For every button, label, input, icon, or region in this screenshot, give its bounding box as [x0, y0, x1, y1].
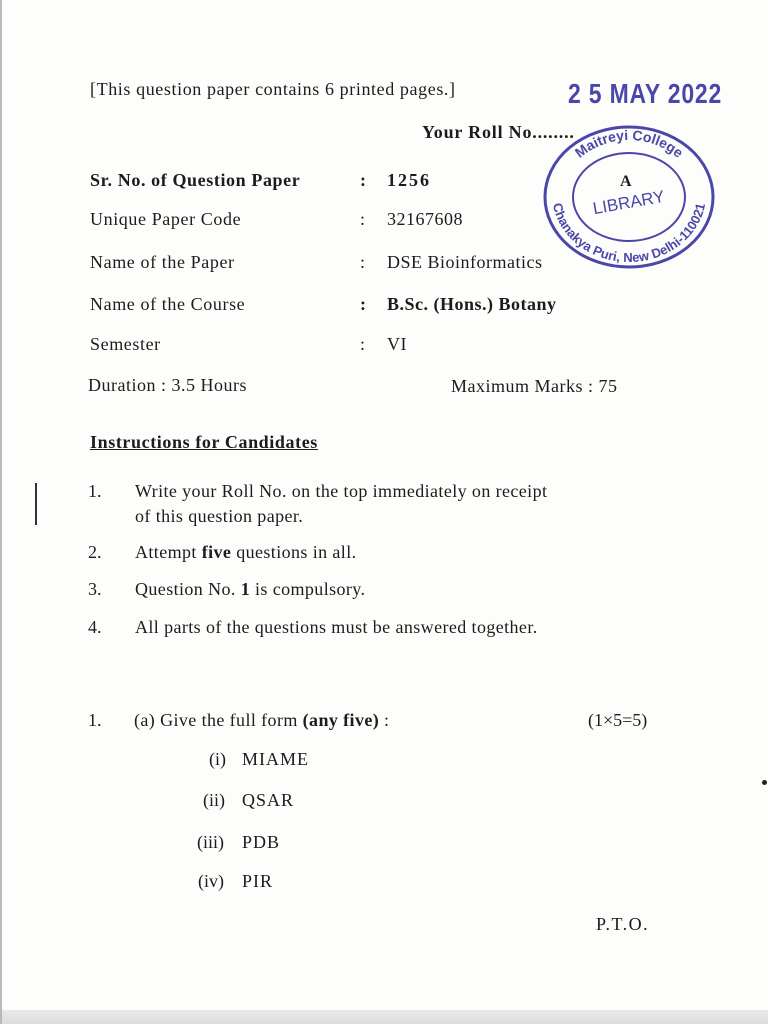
instruction-text-part: Attempt	[135, 542, 202, 562]
detail-value-course-name: B.Sc. (Hons.) Botany	[387, 294, 557, 314]
margin-mark	[35, 483, 37, 525]
question-colon: :	[379, 710, 390, 730]
instruction-text: Write your Roll No. on the top immediately on receipt	[135, 481, 548, 501]
question-emphasis: (any five)	[302, 710, 380, 730]
roll-number-label: Your Roll No........	[422, 122, 575, 142]
instructions-heading: Instructions for Candidates	[90, 432, 318, 452]
stamp-bottom-text: Chanakya Puri, New Delhi-110021	[549, 201, 709, 266]
instruction-text: All parts of the questions must be answered together.	[135, 617, 538, 637]
printed-pages-note: [This question paper contains 6 printed pages.]	[90, 79, 456, 99]
instruction-text	[135, 579, 365, 600]
instruction-number: 2.	[88, 542, 102, 562]
instruction-text-part: questions in all.	[231, 542, 357, 562]
question-text	[134, 710, 389, 731]
detail-colon: :	[360, 294, 366, 314]
detail-value-semester: VI	[387, 334, 407, 354]
detail-colon: :	[360, 252, 366, 272]
option-text: PDB	[242, 832, 281, 852]
option-number: (i)	[209, 749, 226, 769]
instruction-number: 4.	[88, 617, 102, 637]
option-number: (iii)	[197, 832, 224, 852]
detail-label-sr-no: Sr. No. of Question Paper	[90, 170, 301, 190]
option-text: PIR	[242, 871, 274, 891]
instruction-text-continued: of this question paper.	[135, 506, 304, 526]
instruction-number: 1.	[88, 481, 102, 501]
detail-value-paper-code: 32167608	[387, 209, 463, 229]
option-text: MIAME	[242, 749, 309, 769]
stamp-letter: A	[620, 173, 632, 190]
option-text: QSAR	[242, 790, 295, 810]
date-stamp: 2 5 MAY 2022	[568, 78, 723, 109]
detail-colon: :	[360, 170, 366, 190]
detail-value-sr-no: 1256	[387, 170, 431, 190]
instruction-emphasis: five	[201, 542, 232, 562]
option-number: (ii)	[203, 790, 225, 810]
maximum-marks: Maximum Marks : 75	[451, 376, 618, 396]
detail-label-course-name: Name of the Course	[90, 294, 246, 314]
library-stamp-icon	[540, 124, 718, 270]
detail-value-paper-name: DSE Bioinformatics	[387, 252, 543, 272]
instruction-text	[135, 542, 357, 563]
detail-label-paper-code: Unique Paper Code	[90, 209, 242, 229]
page-bottom-edge	[2, 1010, 768, 1024]
pto-label: P.T.O.	[596, 914, 650, 934]
duration: Duration : 3.5 Hours	[88, 375, 247, 395]
instruction-text-part: is compulsory.	[250, 579, 366, 599]
svg-text:Maitreyi College	[572, 127, 687, 161]
option-number: (iv)	[198, 871, 224, 891]
stamp-word: LIBRARY	[591, 186, 667, 219]
detail-label-paper-name: Name of the Paper	[90, 252, 235, 272]
detail-colon: :	[360, 209, 366, 229]
stamp-top-text: Maitreyi College	[571, 126, 687, 161]
instruction-text-part: Question No.	[135, 579, 241, 599]
detail-colon: :	[360, 334, 366, 354]
instruction-number: 3.	[88, 579, 102, 599]
question-part: (a) Give the full form	[134, 710, 303, 730]
detail-label-semester: Semester	[90, 334, 161, 354]
question-number: 1.	[88, 710, 102, 730]
instruction-emphasis: 1	[240, 579, 251, 599]
question-marks: (1×5=5)	[588, 710, 648, 730]
stray-dot	[762, 780, 767, 785]
